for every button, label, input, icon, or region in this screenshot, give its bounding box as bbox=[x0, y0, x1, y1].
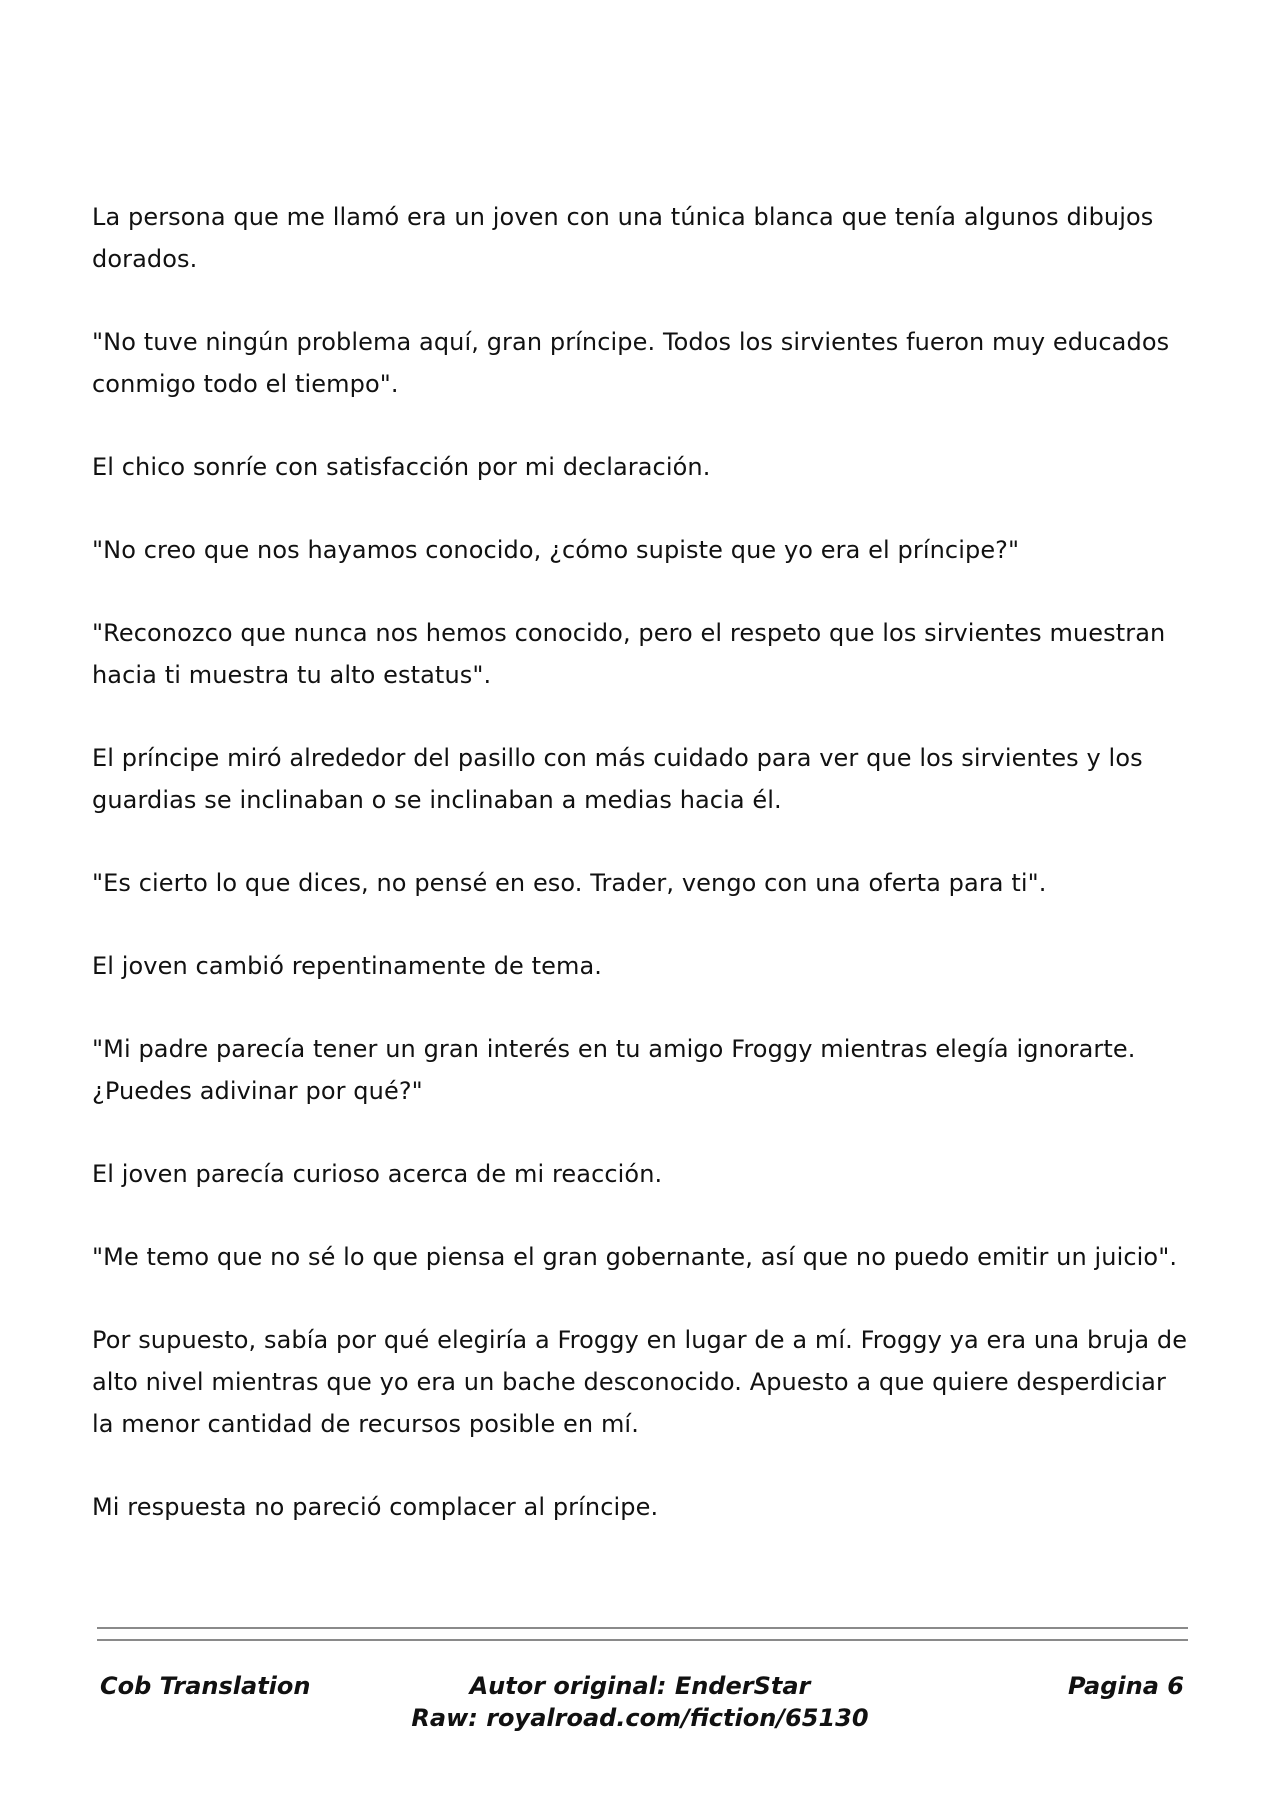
footer-divider-bottom bbox=[97, 1639, 1188, 1641]
paragraph-5: "Reconozco que nunca nos hemos conocido, pero el respeto que los sirvientes muestran hacia ti muestra tu alto estatus". bbox=[92, 619, 1166, 689]
paragraph-13: Mi respuesta no pareció complacer al príncipe. bbox=[92, 1493, 659, 1521]
paragraph-2: "No tuve ningún problema aquí, gran príncipe. Todos los sirvientes fueron muy educados conmigo todo el tiempo". bbox=[92, 328, 1170, 398]
body-text bbox=[92, 196, 1192, 1569]
paragraph-10: El joven parecía curioso acerca de mi reacción. bbox=[92, 1160, 663, 1188]
paragraph-11: "Me temo que no sé lo que piensa el gran gobernante, así que no puedo emitir un juicio". bbox=[92, 1243, 1178, 1271]
paragraph-6: El príncipe miró alrededor del pasillo con más cuidado para ver que los sirvientes y los guardias se inclinaban o se inclinaban a medias hacia él. bbox=[92, 744, 1143, 814]
paragraph-3: El chico sonríe con satisfacción por mi declaración. bbox=[92, 453, 711, 481]
footer-translator: Cob Translation bbox=[100, 1672, 311, 1700]
footer-divider-top bbox=[97, 1627, 1188, 1629]
footer-raw-source: Raw: royalroad.com/fiction/65130 bbox=[411, 1704, 869, 1732]
footer-page-number: Pagina 6 bbox=[1068, 1672, 1184, 1700]
paragraph-9: "Mi padre parecía tener un gran interés en tu amigo Froggy mientras elegía ignorarte. ¿Puedes adivinar por qué?" bbox=[92, 1035, 1136, 1105]
paragraph-12: Por supuesto, sabía por qué elegiría a Froggy en lugar de a mí. Froggy ya era una bruja de alto nivel mientras que yo era un bache desconocido. Apuesto a que quiere desperdiciar la menor cantidad de recursos posible en mí. bbox=[92, 1326, 1188, 1438]
paragraph-4: "No creo que nos hayamos conocido, ¿cómo supiste que yo era el príncipe?" bbox=[92, 536, 1020, 564]
footer-author: Autor original: EnderStar bbox=[469, 1672, 811, 1700]
paragraph-8: El joven cambió repentinamente de tema. bbox=[92, 952, 603, 980]
paragraph-1: La persona que me llamó era un joven con una túnica blanca que tenía algunos dibujos dorados. bbox=[92, 203, 1154, 273]
paragraph-7: "Es cierto lo que dices, no pensé en eso. Trader, vengo con una oferta para ti". bbox=[92, 869, 1047, 897]
